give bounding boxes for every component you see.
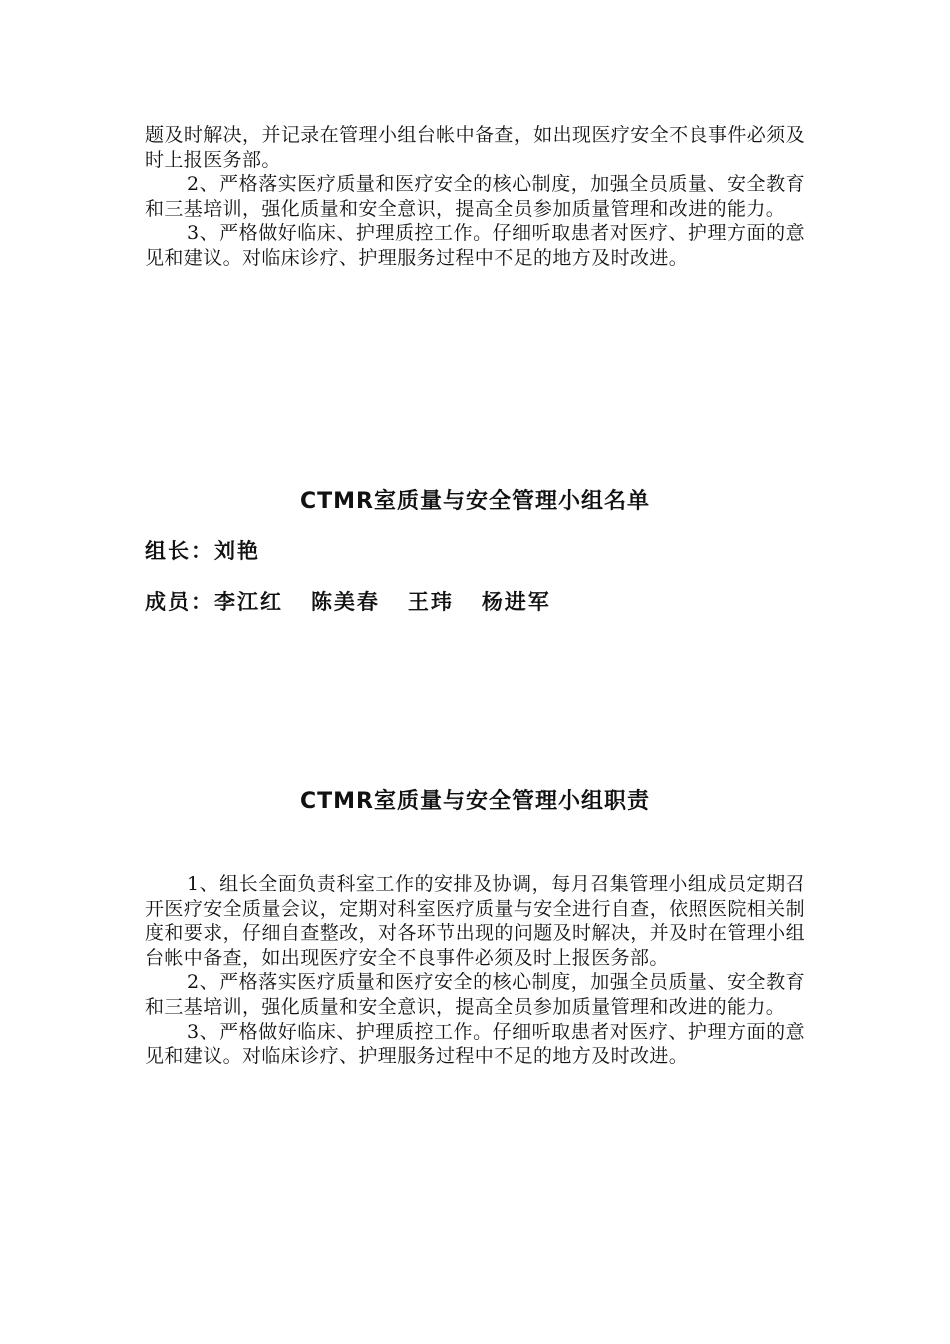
leader-label: 组长：	[145, 539, 214, 563]
member-name: 陈美春	[310, 590, 380, 614]
paragraph-3: 3、严格做好临床、护理质控工作。仔细听取患者对医疗、护理方面的意见和建议。对临床诊疗、护理服务过程中不足的地方及时改进。	[145, 222, 805, 269]
member-name: 杨进军	[481, 590, 551, 614]
top-section	[145, 123, 805, 271]
members-line	[145, 586, 551, 616]
duty-paragraph-1: 1、组长全面负责科室工作的安排及协调，每月召集管理小组成员定期召开医疗安全质量会议，定期对科室医疗质量与安全进行自查，依照医院相关制度和要求，仔细自查整改，对各环节出现的问题及时解决，并及时在管理小组台帐中备查，如出现医疗安全不良事件必须及时上报医务部。	[145, 873, 805, 969]
roster-title: CTMR室质量与安全管理小组名单	[300, 489, 650, 514]
duties-section	[145, 872, 805, 1069]
duty-paragraph-3: 3、严格做好临床、护理质控工作。仔细听取患者对医疗、护理方面的意见和建议。对临床诊疗、护理服务过程中不足的地方及时改进。	[145, 1020, 805, 1068]
member-name: 王玮	[407, 590, 454, 614]
leader-name: 刘艳	[214, 539, 260, 563]
duty-paragraph-2: 2、严格落实医疗质量和医疗安全的核心制度，加强全员质量、安全教育和三基培训，强化质量和安全意识，提高全员参加质量管理和改进的能力。	[145, 971, 805, 1018]
duties-title: CTMR室质量与安全管理小组职责	[300, 789, 650, 814]
leader-line	[145, 535, 260, 565]
paragraph-2: 2、严格落实医疗质量和医疗安全的核心制度，加强全员质量、安全教育和三基培训，强化质量和安全意识，提高全员参加质量管理和改进的能力。	[145, 173, 805, 220]
paragraph-1-continuation: 题及时解决，并记录在管理小组台帐中备查，如出现医疗安全不良事件必须及时上报医务部。	[145, 124, 805, 171]
member-name: 李江红	[214, 590, 283, 614]
members-label: 成员：	[145, 590, 214, 614]
